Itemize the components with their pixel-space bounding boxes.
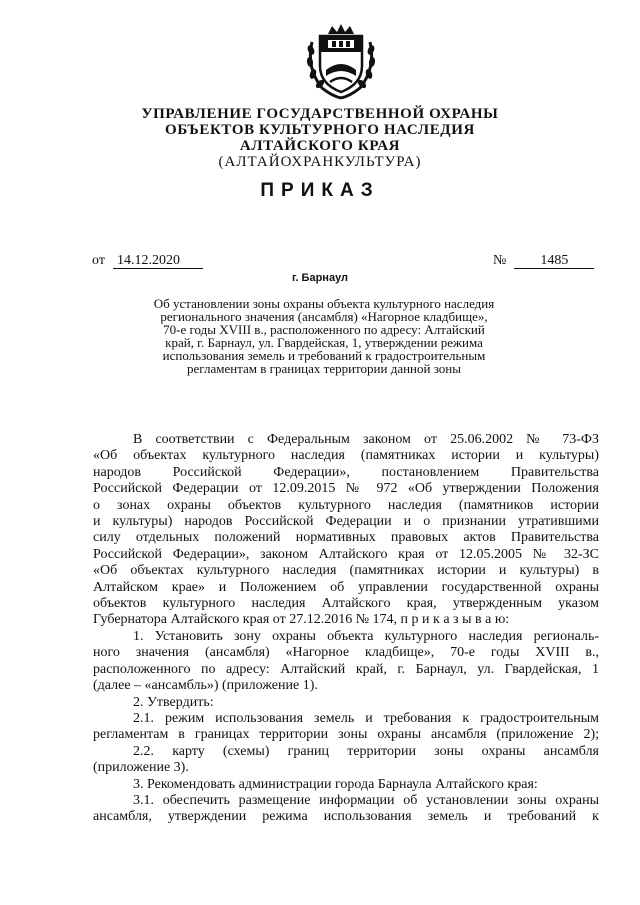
subject-line: регионального значения (ансамбля) «Нагорное кладбище», xyxy=(160,309,488,324)
subject-line: край, г. Барнаул, ул. Гвардейская, 1, утверждении режима xyxy=(165,335,483,350)
body-line: (далее – «ансамбль») (приложение 1). xyxy=(93,678,318,694)
body-line: о зонах охраны объектов культурного наследия (памятников истории xyxy=(93,497,599,513)
header-line-abbreviation: (АЛТАЙОХРАНКУЛЬТУРА) xyxy=(218,154,422,170)
body-line: Алтайском крае» и Положением об управлении государственной охраны xyxy=(93,579,599,595)
body-line: 1. Установить зону охраны объекта культурного наследия региональ- xyxy=(133,628,599,644)
body-line: регламентам в границах территории зоны охраны ансамбля (приложение 2); xyxy=(93,727,599,743)
body-line: народов Российской Федерации», постановлением Правительства xyxy=(93,464,599,480)
body-line: В соответствии с Федеральным законом от 25.06.2002 № 73-ФЗ xyxy=(133,432,599,447)
body-line: ансамбля, утверждении режима использования земель и требований к xyxy=(93,809,599,825)
body-line: Губернатора Алтайского края от 27.12.2016 № 174, п р и к а з ы в а ю: xyxy=(93,612,510,628)
order-subject xyxy=(138,297,510,375)
header-line: УПРАВЛЕНИЕ ГОСУДАРСТВЕННОЙ ОХРАНЫ xyxy=(141,106,499,122)
order-date-field xyxy=(92,253,203,269)
subject-line: 70-е годы XVIII в., расположенного по адресу: Алтайский xyxy=(163,322,485,337)
header-line: ОБЪЕКТОВ КУЛЬТУРНОГО НАСЛЕДИЯ xyxy=(165,122,475,138)
body-line: расположенного по адресу: Алтайский край, г. Барнаул, ул. Гвардейская, 1 xyxy=(93,661,599,677)
body-line: 3.1. обеспечить размещение информации об установлении зоны охраны xyxy=(133,792,599,808)
header-line: АЛТАЙСКОГО КРАЯ xyxy=(239,138,401,154)
order-date: 14.12.2020 xyxy=(113,253,203,269)
body-line: 2.1. режим использования земель и требования к градостроительным xyxy=(133,710,599,726)
date-label: от xyxy=(92,253,105,268)
body-line: 2. Утвердить: xyxy=(133,694,214,710)
subject-line: регламентам в границах территории данной зоны xyxy=(187,361,461,376)
order-number: 1485 xyxy=(514,253,594,269)
number-label: № xyxy=(493,253,507,268)
order-number-field xyxy=(493,253,594,269)
body-line: 3. Рекомендовать администрации города Барнаула Алтайского края: xyxy=(133,776,538,792)
body-line: Российской Федерации от 12.09.2015 № 972 «Об утверждении Положения xyxy=(93,481,599,497)
body-line: и культуры) народов Российской Федерации и о признании утратившими xyxy=(93,514,599,530)
body-line: силу отдельных положений нормативных правовых актов Правительства xyxy=(93,530,599,546)
body-line: «Об объектах культурного наследия (памятниках истории и культуры) в xyxy=(93,563,599,579)
city-label: г. Барнаул xyxy=(291,272,349,284)
body-line: «Об объектах культурного наследия (памятниках истории и культуры) xyxy=(93,448,599,464)
subject-line: Об установлении зоны охраны объекта культурного наследия xyxy=(153,296,495,311)
body-line: 2.2. карту (схемы) границ территории зоны охраны ансамбля xyxy=(133,743,599,759)
body-line: (приложение 3). xyxy=(93,760,189,776)
body-line: ного значения (ансамбля) «Нагорное кладбище», 70-е годы XVIII в., xyxy=(93,645,599,661)
subject-line: использования земель и требований к градостроительным xyxy=(162,348,486,363)
body-line: Российской Федерации», законом Алтайского края от 12.05.2005 № 32-ЗС xyxy=(93,546,599,562)
order-body xyxy=(93,432,599,826)
document-title: ПРИКАЗ xyxy=(260,180,380,201)
altai-krai-coat-of-arms-icon xyxy=(302,22,380,102)
body-line: объектов культурного наследия Алтайского края, утвержденным указом xyxy=(93,596,599,612)
organization-header xyxy=(60,106,580,170)
